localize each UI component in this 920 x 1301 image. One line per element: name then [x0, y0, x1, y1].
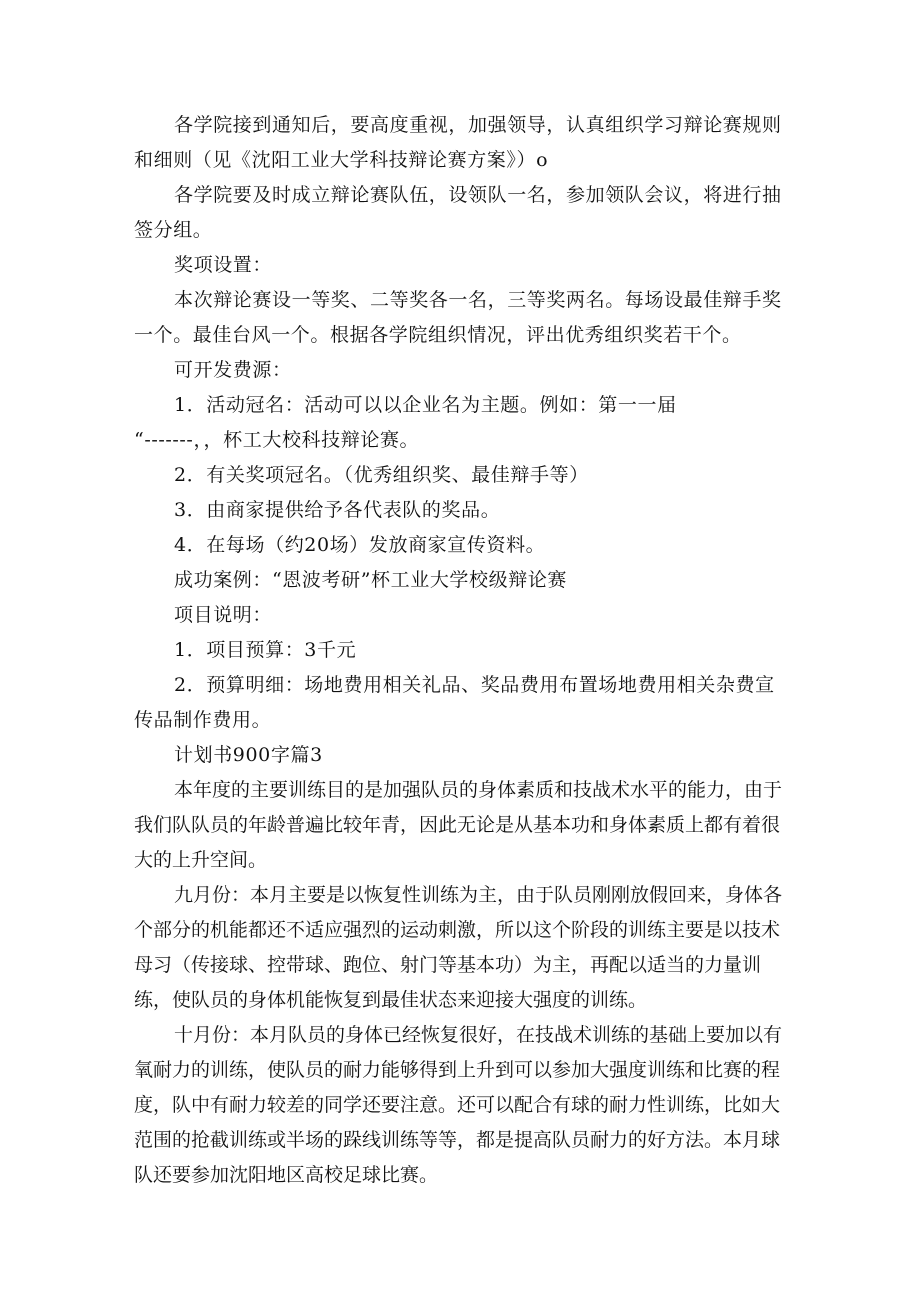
paragraph-training-goal: 本年度的主要训练目的是加强队员的身体素质和技战术水平的能力，由于我们队队员的年龄普遍比较年青，因此无论是从基本功和身体素质上都有着很大的上升空间。: [134, 779, 783, 871]
paragraph-september: 九月份：本月主要是以恢复性训练为主，由于队员刚刚放假回来，身体各个部分的机能都还不适应强烈的运动刺激，所以这个阶段的训练主要是以技术母习（传接球、控带球、跑位、射门等基本功）为主，再配以适当的力量训练，使队员的身体机能恢复到最佳状态来迎接大强度的训练。: [134, 884, 783, 1011]
section-title: 计划书900字篇3: [174, 744, 323, 766]
paragraph-team-formation: 各学院要及时成立辩论赛队伍，设领队一名，参加领队会议，将进行抽签分组。: [134, 184, 782, 241]
heading-project-description: 项目说明：: [174, 604, 273, 626]
list-item-naming: 1．活动冠名：活动可以以企业名为主题。例如：第一一届: [174, 394, 677, 416]
list-item-naming-cont: “-------，，杯工大校科技辩论赛。: [134, 429, 420, 451]
paragraph-october: 十月份：本月队员的身体已经恢复很好，在技战术训练的基础上要加以有氧耐力的训练，使队员的耐力能够得到上升到可以参加大强度训练和比赛的程度，队中有耐力较差的同学还要注意。还可以配合有球的耐力性训练，比如大范围的抢截训练或半场的跺线训练等等，都是提高队员耐力的好方法。本月球队还要参加沈阳地区高校足球比赛。: [134, 1024, 783, 1186]
list-item-budget-details: 2．预算明细：场地费用相关礼品、奖品费用布置场地费用相关杂费宣传品制作费用。: [134, 674, 775, 731]
list-item-budget: 1．项目预算：3千元: [174, 639, 357, 661]
document-body: [134, 108, 794, 1193]
paragraph-success-case: 成功案例：“恩波考研”杯工业大学校级辩论赛: [174, 569, 568, 591]
list-item-award-naming: 2．有关奖项冠名。（优秀组织奖、最佳辩手等）: [174, 464, 589, 486]
list-item-materials: 4．在每场（约20场）发放商家宣传资料。: [174, 534, 546, 556]
heading-funding-sources: 可开发费源：: [174, 359, 292, 381]
heading-awards: 奖项设置：: [174, 254, 273, 276]
list-item-prizes: 3．由商家提供给予各代表队的奖品。: [174, 499, 501, 521]
paragraph-awards: 本次辩论赛设一等奖、二等奖各一名，三等奖两名。每场设最佳辩手奖一个。最佳台风一个。根据各学院组织情况，评出优秀组织奖若干个。: [134, 289, 782, 346]
paragraph-notice: 各学院接到通知后，要高度重视，加强领导，认真组织学习辩论赛规则和细则（见《沈阳工业大学科技辩论赛方案》）o: [134, 114, 782, 171]
